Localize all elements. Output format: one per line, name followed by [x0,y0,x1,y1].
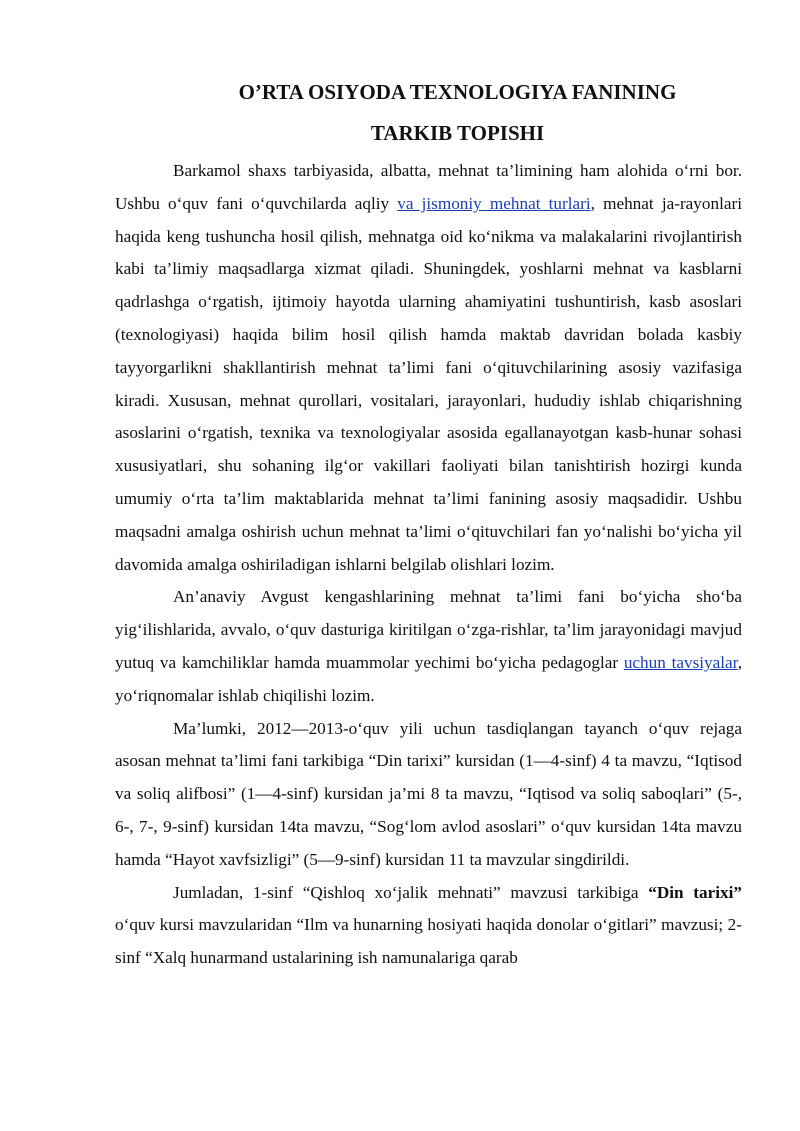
bold-course-name: “Din tarixi” [648,882,742,902]
document-title-line-1: O’RTA OSIYODA TEXNOLOGIYA FANINING [238,80,677,104]
paragraph-3: Ma’lumki, 2012—2013-o‘quv yili uchun tasdiqlangan tayanch o‘quv rejaga asosan mehnat ta’limi fani tarkibiga “Din tarixi” kursidan (1—4-sinf) 4 ta mavzu, “Iqtisod va soliq alifbosi” (1—4-sinf) kursidan ja’mi 8 ta mavzu, “Iqtisod va soliq saboqlari” (5-, 6-, 7-, 9-sinf) kursidan 14ta mavzu, “Sog‘lom avlod asoslari” o‘quv kursidan 14ta mavzu hamda “Hayot xavfsizligi” (5—9-sinf) kursidan 11 ta mavzular singdirildi. [115,718,742,869]
paragraph-2 [115,581,742,712]
document-title-line-2: TARKIB TOPISHI [370,121,545,145]
paragraph-1-text-start: Barkamol shaxs tarbiyasida, albatta, mehnat ta’limining ham alohida o‘rni bor. Ushbu o‘quv fani o‘quvchilarda aqliy [115,161,742,213]
link-physical-labor-types[interactable]: va jismoniy mehnat turlari [397,193,591,213]
paragraph-4 [115,877,742,975]
paragraph-2-text-start: An’anaviy Avgust kengashlarining mehnat ta’limi fani bo‘yicha sho‘ba yig‘ilishlarida, avvalo, o‘quv dasturiga kiritilgan o‘zga-rishlar, ta’lim jarayonidagi mavjud yutuq va kamchiliklar hamda muammolar yechimi bo‘yicha pedagoglar [115,587,742,672]
paragraph-2-text-end: , yo‘riqnomalar ishlab chiqilishi lozim. [115,652,742,705]
document-body [115,155,742,975]
paragraph-1 [115,155,742,581]
link-recommendations[interactable]: uchun tavsiyalar [623,652,738,672]
paragraph-4-text-end: o‘quv kursi mavzularidan “Ilm va hunarning hosiyati haqida donolar o‘gitlari” mavzusi; 2-sinf “Xalq hunarmand ustalarining ish namunalariga qarab [115,915,742,968]
paragraph-1-text-end: , mehnat ja-rayonlari haqida keng tushuncha hosil qilish, mehnatga oid ko‘nikma va malakalarini rivojlantirish kabi ta’limiy maqsadlarga xizmat qiladi. Shuningdek, yoshlarni mehnat va kasblarni qadrlashga o‘rgatish, ijtimoiy hayotda ularning ahamiyatini tushuntirish, kasb asoslari (texnologiyasi) haqida bilim hosil qilish hamda maktab davridan bolada kasbiy tayyorgarlikni shakllantirish mehnat ta’limi fani o‘qituvchilarining asosiy vazifasiga kiradi. Xususan, mehnat qurollari, vositalari, jarayonlari, hududiy ishlab chiqarishning asoslarini o‘rgatish, texnika va texnologiyalar asosida egallanayotgan kasb-hunar sohasi xususiyatlari, shu sohaning ilg‘or vakillari faoliyati bilan tanishtirish hozirgi kunda umumiy o‘rta ta’lim maktablarida mehnat ta’limi fanining asosiy maqsadidir. Ushbu maqsadni amalga oshirish uchun mehnat ta’limi o‘qituvchilari fan yo‘nalishi bo‘yicha yil davomida amalga oshiriladigan ishlarni belgilab olishlari lozim. [115,193,742,574]
paragraph-4-text-start: Jumladan, 1-sinf “Qishloq xo‘jalik mehnati” mavzusi tarkibiga [173,882,649,902]
